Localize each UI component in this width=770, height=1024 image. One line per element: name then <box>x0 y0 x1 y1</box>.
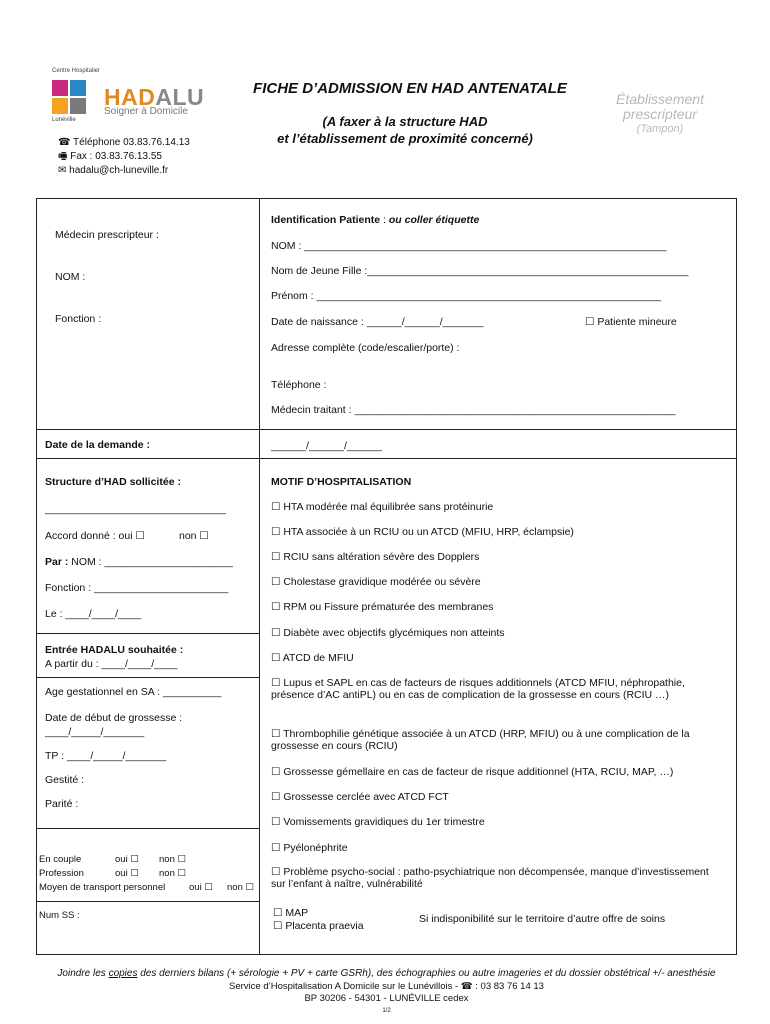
medecin-nom-label: NOM : <box>55 271 86 283</box>
apartir-field[interactable]: A partir du : ____/____/____ <box>45 658 178 670</box>
etab-line-2: prescripteur <box>623 106 697 122</box>
date-demande-label: Date de la demande : <box>45 439 151 451</box>
page-subtitle <box>200 113 610 147</box>
motif-title: MOTIF D’HOSPITALISATION <box>271 476 412 488</box>
debut-grossesse-field[interactable]: ____/_____/_______ <box>45 726 145 738</box>
logo-square-blue <box>70 80 86 96</box>
motif-checkbox[interactable]: ☐ RCIU sans altération sévère des Dopplers <box>271 551 480 563</box>
contact-phone: ☎ Téléphone 03.83.76.14.13 <box>58 137 190 148</box>
footer-joindre-copies: copies <box>108 968 138 979</box>
brand-subtitle: Soigner à Domicile <box>104 106 188 117</box>
par-label: Par : <box>45 556 72 568</box>
footer-instructions <box>36 968 737 979</box>
ident-sep: : <box>380 214 389 226</box>
logo-small-text: Centre Hospitalier <box>52 68 101 74</box>
motif-checkbox[interactable]: ☐ Grossesse cerclée avec ATCD FCT <box>271 791 449 803</box>
contact-fax: 🖷 Fax : 03.83.76.13.55 <box>58 151 162 162</box>
page-title: FICHE D’ADMISSION EN HAD ANTENATALE <box>253 80 567 97</box>
patient-jeune-fille-field[interactable]: Nom de Jeune Fille :_______________________________________________________ <box>271 265 689 277</box>
logo-small-text-2: Lunéville <box>52 117 76 123</box>
etab-line-1: Établissement <box>616 91 704 107</box>
transport-oui-checkbox[interactable]: oui ☐ <box>189 882 213 893</box>
numss-field[interactable]: Num SS : <box>39 910 80 921</box>
footer-joindre-a: Joindre les <box>57 968 109 979</box>
contact-block <box>58 136 190 178</box>
medecin-traitant-field[interactable]: Médecin traitant : _______________________________________________________ <box>271 404 676 416</box>
footer-bp: BP 30206 - 54301 - LUNÉVILLE cedex <box>304 993 469 1004</box>
gestite-field[interactable]: Gestité : <box>45 774 85 786</box>
map-checkbox[interactable]: ☐ MAP <box>273 907 309 919</box>
divider-age <box>37 677 259 678</box>
motif-checkbox[interactable]: ☐ RPM ou Fissure prématurée des membranes <box>271 601 494 613</box>
divider-entree <box>37 633 259 634</box>
couple-oui-checkbox[interactable]: oui ☐ <box>115 854 139 865</box>
transport-label: Moyen de transport personnel <box>39 882 166 893</box>
age-gestationnel-field[interactable]: Age gestationnel en SA : __________ <box>45 686 222 698</box>
profession-oui-checkbox[interactable]: oui ☐ <box>115 868 139 879</box>
structure-field[interactable]: _______________________________ <box>45 503 227 515</box>
divider-couple <box>37 828 259 829</box>
motif-checkbox[interactable]: ☐ Lupus et SAPL en cas de facteurs de risques additionnels (ATCD MFIU, néphropathie, présence d’AC antiPL) ou en cas de complication de la grossesse en cours (RCIU …) <box>271 677 685 701</box>
date-demande-field[interactable]: ______/______/______ <box>271 440 382 452</box>
motif-checkbox[interactable]: ☐ ATCD de MFIU <box>271 652 354 664</box>
motif-checkbox[interactable]: ☐ Cholestase gravidique modérée ou sévère <box>271 576 481 588</box>
par-nom-text: NOM : ______________________ <box>71 556 233 568</box>
couple-label: En couple <box>39 854 82 865</box>
logo-square-grey <box>70 98 86 114</box>
divider-date <box>37 429 736 430</box>
patient-telephone-field[interactable]: Téléphone : <box>271 379 327 391</box>
motif-checkbox[interactable]: ☐ Thrombophilie génétique associée à un ATCD (HRP, MFIU) ou à une complication de la grossesse en cours (RCIU) <box>271 728 690 752</box>
debut-grossesse-label: Date de début de grossesse : <box>45 712 183 724</box>
brand-had: HAD <box>104 84 156 110</box>
etab-tampon: (Tampon) <box>636 123 684 135</box>
accord-oui-checkbox[interactable]: Accord donné : oui ☐ <box>45 530 145 542</box>
motif-checkbox[interactable]: ☐ Problème psycho-social : patho-psychiatrique non décompensée, manque d’investissement sur l’enfant à naître, vulnérabilité <box>271 866 709 890</box>
motif-checkbox[interactable]: ☐ Pyélonéphrite <box>271 842 348 854</box>
accord-non-checkbox[interactable]: non ☐ <box>179 530 209 542</box>
tp-field[interactable]: TP : ____/_____/_______ <box>45 750 167 762</box>
contact-email: ✉ hadalu@ch-luneville.fr <box>58 165 169 176</box>
identification-label <box>271 214 479 226</box>
transport-non-checkbox[interactable]: non ☐ <box>227 882 255 893</box>
form-frame <box>36 198 737 955</box>
patiente-mineure-checkbox[interactable]: ☐ Patiente mineure <box>585 316 677 328</box>
entree-label: Entrée HADALU souhaitée : <box>45 644 184 656</box>
le-date-field[interactable]: Le : ____/____/____ <box>45 608 142 620</box>
patient-naissance-field[interactable]: Date de naissance : ______/______/_______ <box>271 316 484 328</box>
medecin-label: Médecin prescripteur : <box>55 229 159 241</box>
patient-prenom-field[interactable]: Prénom : ___________________________________________________________ <box>271 290 662 302</box>
profession-label: Profession <box>39 868 84 879</box>
parite-field[interactable]: Parité : <box>45 798 79 810</box>
logo-square-orange <box>52 98 68 114</box>
placenta-checkbox[interactable]: ☐ Placenta praevia <box>273 920 364 932</box>
profession-non-checkbox[interactable]: non ☐ <box>159 868 187 879</box>
page-number: 1/2 <box>382 1008 391 1014</box>
patient-nom-field[interactable]: NOM : ______________________________________________________________ <box>271 240 667 252</box>
footer-joindre-b: des derniers bilans (+ sérologie + PV + carte GSRh), des échographies ou autre imageries et du dossier obstétrical +/- anesthésie <box>137 968 716 979</box>
logo-square-magenta <box>52 80 68 96</box>
etablissement-stamp <box>590 92 730 137</box>
brand-alu: ALU <box>155 84 205 110</box>
motif-checkbox[interactable]: ☐ HTA associée à un RCIU ou un ATCD (MFIU, HRP, éclampsie) <box>271 526 574 538</box>
divider-structure <box>37 458 736 459</box>
footer-address <box>36 981 737 1005</box>
indisponibilite-note: Si indisponibilité sur le territoire d’autre offre de soins <box>419 913 666 925</box>
par-nom-field[interactable] <box>45 556 233 568</box>
motif-checkbox[interactable]: ☐ Grossesse gémellaire en cas de facteur de risque additionnel (HTA, RCIU, MAP, …) <box>271 766 674 778</box>
ident-etiquette: ou coller étiquette <box>388 214 480 226</box>
subtitle-line-1: (A faxer à la structure HAD <box>322 114 488 129</box>
motif-checkbox[interactable]: ☐ Diabète avec objectifs glycémiques non atteints <box>271 627 505 639</box>
subtitle-line-2: et l’établissement de proximité concerné) <box>277 131 533 146</box>
ident-title: Identification Patiente <box>271 214 381 226</box>
par-fonction-field[interactable]: Fonction : _______________________ <box>45 582 229 594</box>
divider-numss <box>37 901 259 902</box>
medecin-fonction-label: Fonction : <box>55 313 102 325</box>
footer-service: Service d’Hospitalisation A Domicile sur le Lunévillois - ☎ : 03 83 76 14 13 <box>229 981 544 992</box>
column-divider <box>259 199 260 954</box>
motif-checkbox[interactable]: ☐ HTA modérée mal équilibrée sans protéinurie <box>271 501 494 513</box>
patient-adresse-field[interactable]: Adresse complète (code/escalier/porte) : <box>271 342 460 354</box>
motif-checkbox[interactable]: ☐ Vomissements gravidiques du 1er trimestre <box>271 816 485 828</box>
structure-label: Structure d’HAD sollicitée : <box>45 476 181 488</box>
logo <box>48 62 205 128</box>
couple-non-checkbox[interactable]: non ☐ <box>159 854 187 865</box>
